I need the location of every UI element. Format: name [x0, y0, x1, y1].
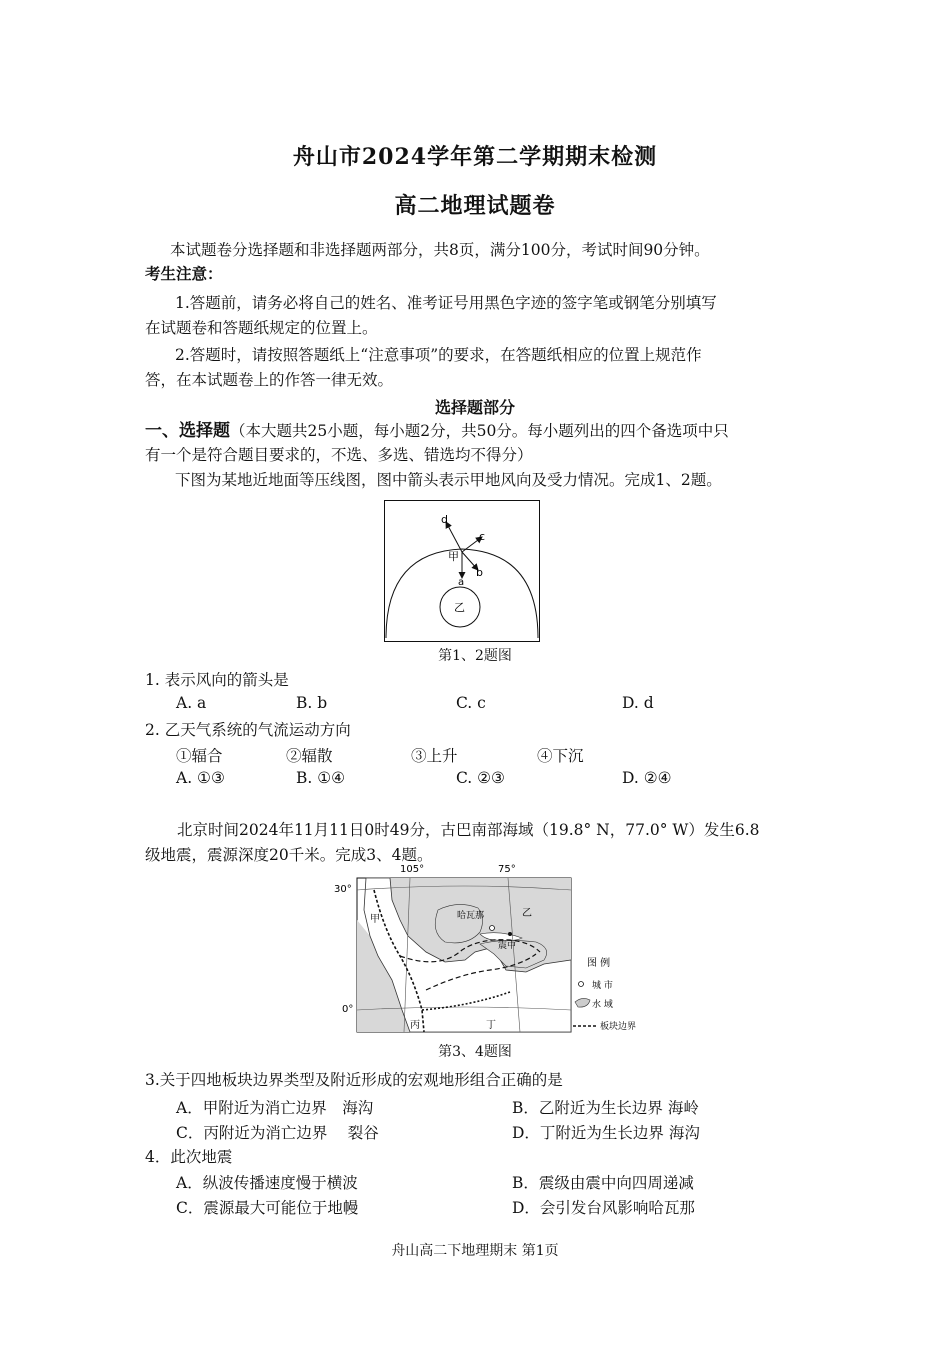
intro-text: 本试题卷分选择题和非选择题两部分，共8页，满分100分，考试时间90分钟。 [170, 241, 710, 259]
havana-city-marker [490, 926, 495, 931]
notice-heading: 考生注意： [145, 264, 223, 283]
lat-30-label: 30° [334, 884, 352, 895]
q3-option-d[interactable]: D．丁附近为生长边界 海沟 [512, 1124, 700, 1142]
q3-option-b[interactable]: B．乙附近为生长边界 海岭 [512, 1099, 699, 1117]
label-yi: 乙 [454, 601, 465, 614]
q1-option-c[interactable]: C. c [456, 694, 486, 712]
figure2-caption: 第3、4题图 [438, 1044, 512, 1060]
page-footer: 舟山高二下地理期末 第1页 [391, 1243, 559, 1259]
q1-stem: 1. 表示风向的箭头是 [145, 671, 289, 689]
legend-plate-label: 板块边界 [600, 1022, 637, 1032]
q3-option-c[interactable]: C．丙附近为消亡边界 裂谷 [176, 1124, 379, 1142]
label-a: a [458, 577, 465, 588]
q2-item-4: ④下沉 [537, 747, 584, 765]
part-desc-line-1: （本大题共25小题，每小题2分，共50分。每小题列出的四个备选项中只 [230, 422, 729, 440]
legend-title: 图 例 [587, 958, 611, 969]
label-havana: 哈瓦那 [457, 911, 485, 921]
arrow-d [446, 522, 462, 552]
notice-item-1-line-1: 1.答题前，请务必将自己的姓名、准考证号用黑色字迹的签字笔或钢笔分别填写 [175, 294, 717, 312]
figure1-caption: 第1、2题图 [438, 648, 512, 664]
q3-option-a[interactable]: A．甲附近为消亡边界 海沟 [176, 1099, 374, 1117]
lon-75-label: 75° [498, 864, 516, 875]
q2-option-d[interactable]: D. ②④ [622, 769, 672, 787]
label-d: d [441, 513, 448, 526]
legend-water-label: 水 域 [592, 1000, 613, 1010]
part-label: 一、选择题 [145, 421, 230, 441]
q2-stem: 2. 乙天气系统的气流运动方向 [145, 721, 351, 739]
q2-option-c[interactable]: C. ②③ [456, 769, 505, 787]
figure2-lead-line-2: 级地震，震源深度20千米。完成3、4题。 [145, 846, 433, 864]
q2-item-3: ③上升 [411, 747, 458, 765]
label-jia-map: 甲 [370, 914, 380, 925]
q4-option-c[interactable]: C．震源最大可能位于地幔 [176, 1199, 359, 1217]
q2-item-2: ②辐散 [286, 747, 333, 765]
plate-map-figure [330, 860, 650, 1036]
figure2-lead-line-1: 北京时间2024年11月11日0时49分，古巴南部海域（19.8° N，77.0° W）发生6.8 [177, 821, 760, 839]
label-ding-map: 丁 [486, 1020, 496, 1031]
label-bing-map: 丙 [410, 1020, 420, 1031]
notice-item-2-line-2: 答，在本试题卷上的作答一律无效。 [145, 371, 394, 389]
label-c: c [479, 530, 486, 543]
q4-option-b[interactable]: B．震级由震中向四周递减 [512, 1174, 694, 1192]
legend-city-label: 城 市 [592, 981, 613, 991]
lon-105-label: 105° [400, 864, 425, 875]
label-epicenter: 震中 [498, 941, 517, 951]
exam-subtitle: 高二地理试题卷 [394, 193, 556, 219]
label-b: b [476, 566, 483, 579]
label-jia: 甲 [448, 550, 459, 563]
q4-option-d[interactable]: D．会引发台风影响哈瓦那 [512, 1199, 695, 1217]
q4-option-a[interactable]: A．纵波传播速度慢于横波 [176, 1174, 358, 1192]
epicenter-marker [508, 932, 512, 936]
q3-stem: 3.关于四地板块边界类型及附近形成的宏观地形组合正确的是 [145, 1071, 563, 1089]
legend-city-icon [579, 982, 584, 987]
notice-item-2-line-1: 2.答题时，请按照答题纸上“注意事项”的要求，在答题纸相应的位置上规范作 [175, 346, 702, 364]
q1-option-b[interactable]: B. b [296, 694, 328, 712]
q2-option-a[interactable]: A. ①③ [176, 769, 225, 787]
lat-0-label: 0° [342, 1004, 354, 1015]
q4-stem: 4．此次地震 [145, 1148, 233, 1166]
legend-water-icon [575, 998, 590, 1007]
q1-option-d[interactable]: D. d [622, 694, 654, 712]
notice-item-1-line-2: 在试题卷和答题纸规定的位置上。 [145, 319, 378, 337]
exam-title: 舟山市2024学年第二学期期末检测 [292, 144, 658, 170]
part-desc-line-2: 有一个是符合题目要求的，不选、多选、错选均不得分） [145, 446, 533, 464]
part-heading-line-1 [145, 420, 729, 442]
section-title: 选择题部分 [434, 398, 515, 417]
q1-option-a[interactable]: A. a [176, 694, 207, 712]
isobar-figure [384, 500, 540, 642]
figure1-lead: 下图为某地近地面等压线图，图中箭头表示甲地风向及受力情况。完成1、2题。 [175, 471, 722, 489]
label-yi-map: 乙 [522, 908, 532, 919]
q2-option-b[interactable]: B. ①④ [296, 769, 346, 787]
q2-item-1: ①辐合 [176, 747, 223, 765]
